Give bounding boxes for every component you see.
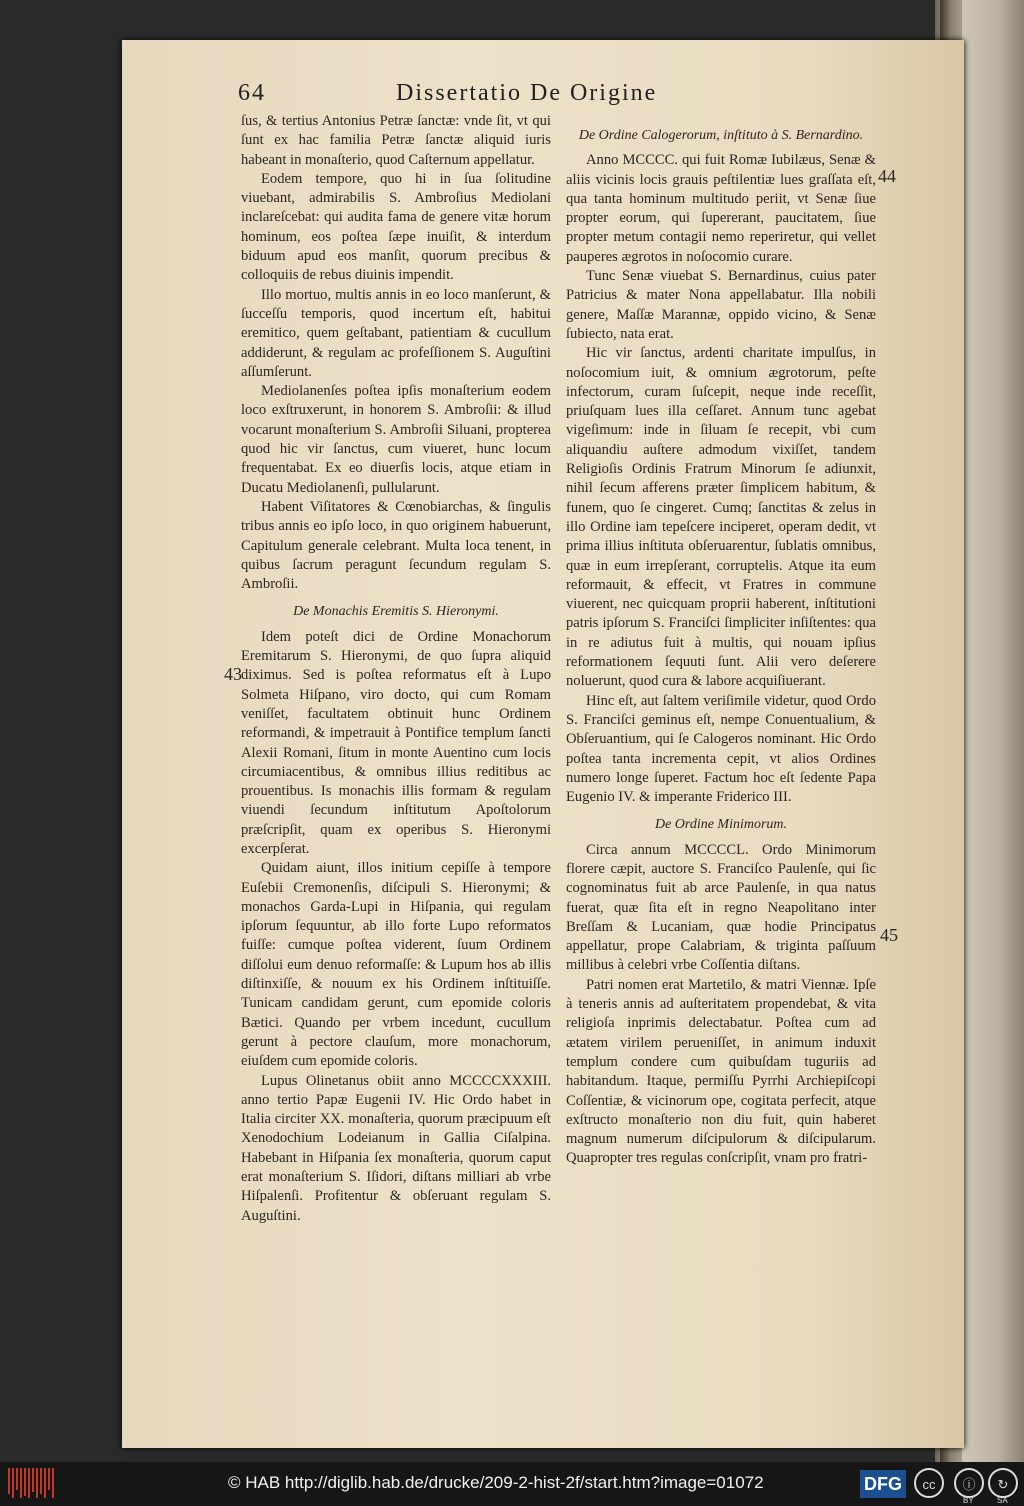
page-number: 64 bbox=[238, 80, 266, 106]
dfg-logo[interactable]: DFG bbox=[860, 1470, 906, 1498]
margin-number-left: 43 bbox=[224, 664, 242, 684]
cc-license-icon[interactable]: cc bbox=[914, 1468, 944, 1498]
text-paragraph: Quidam aiunt, illos initium cepiſſe à tempore Euſebii Cremonenſis, diſcipuli S. Hieronymi; & monachos Garda-Lupi in Hiſpania, qui regulam ipſorum ſequuntur, ab illo forte Lupo reformatos fuiſſe: cumque poſtea viderent, ſuum Ordinem diſſolui eum denuo reformaſſe: & Lupum hos ab illis diſtinxiſſe, & nouum ex his Ordinem inſtituiſſe. Tunicam candidam gerunt, cum epomide coloris Bætici. Quando per vrbem incedunt, cucullum gerunt à pectore clauſum, more monachorum, eiuſdem cum epomide coloris. bbox=[241, 860, 551, 1070]
sa-label: SA bbox=[997, 1496, 1008, 1505]
section-heading: De Ordine Calogerorum, inſtituto à S. Bernardino. bbox=[578, 128, 864, 143]
right-column bbox=[566, 118, 876, 1169]
section-heading: De Monachis Eremitis S. Hieronymi. bbox=[293, 604, 499, 620]
section-heading: De Ordine Minimorum. bbox=[654, 817, 788, 833]
text-paragraph: Eodem tempore, quo hi in ſua ſolitudine viuebant, admirabilis S. Ambroſius Mediolani inclareſcebat: qui audita fama de genere vitæ horum hominum, eos poſtea ſæpe inuiſit, & interdum biduum apud eos manſit, quorum precibus & colloquiis de rebus diuinis impendit. bbox=[241, 170, 551, 284]
library-logo-icon bbox=[8, 1468, 54, 1498]
by-license-icon[interactable]: ⓘ bbox=[954, 1468, 984, 1498]
text-paragraph: ſus, & tertius Antonius Petræ ſanctæ: vnde ſit, vt qui ſunt ex hac familia Petræ ſanctæ aliquid iuris habeant in monaſterio, quod Caſternum appellatur. bbox=[241, 113, 551, 168]
margin-number-right-bottom: 45 bbox=[880, 925, 898, 945]
text-paragraph: Illo mortuo, multis annis in eo loco manſerunt, & ſucceſſu temporis, quod incertum eſt, habitui eremitico, quem geſtabant, patientiam & cucullum addiderunt, & regulam ac profeſſionem S. Auguſtini aſſumſerunt. bbox=[241, 286, 551, 380]
text-paragraph: Circa annum MCCCCL. Ordo Minimorum florere cæpit, auctore S. Franciſco Paulenſe, qui ſic cognominatus fuit ab arce Paulenſe, in qua natus fuerat, quæ ſita eſt in regno Neapolitano inter Breſſam & Lucaniam, quæ hodie Principatus appellatur, prope Calabriam, & triginta paſſuum millibus à celebri vrbe Coſſentia diſtans. bbox=[566, 841, 876, 974]
text-paragraph: Hic vir ſanctus, ardenti charitate impulſus, in noſocomium iuit, & omnium ægrotorum, peſte infectorum, curam ſuſcepit, neque inde receſſit, priuſquam lues illa ceſſaret. Annum tunc agebat vigeſimum: inde in ſiluam ſe recepit, vbi cum aliquandiu auſtere admodum vixiſſet, tandem Religioſis Ordinis Fratrum Minorum ſe adiunxit, nihil ſecum afferens præter ſimplicem habitum, & funem, quo ſe cingeret. Cumq; ſanctitas & zelus in illo Ordine iam tepeſcere inciperet, operam dedit, vt prima illius inſtituta obſeruarentur, ſublatis omnibus, quæ in eum irrepſerant, corruptelis. Atque ita eum reformauit, & effecit, vt Fratres in commune viuerent, nec quicquam proprii haberent, inſtitutioni patris ipſorum S. Franciſci ſimpliciter inſiſtentes: qua in re adiutus fuit à multis, qui nouam ipſius reformationem ſequuti ſunt. Alii vero deſerere noluerunt, quod cura & labore acquiſiuerant. bbox=[566, 345, 876, 690]
viewer-footer bbox=[0, 1462, 1024, 1506]
copyright-link[interactable]: © HAB http://diglib.hab.de/drucke/209-2-hist-2f/start.htm?image=01072 bbox=[228, 1473, 764, 1492]
margin-number-right-top: 44 bbox=[878, 166, 896, 186]
text-paragraph: Tunc Senæ viuebat S. Bernardinus, cuius pater Patricius & mater Nona appellabatur. Illa nobili genere, Maſſæ Marannæ, oppido vicino, & Senæ ſubiecto, nata erat. bbox=[566, 268, 876, 342]
text-paragraph: Anno MCCCC. qui fuit Romæ Iubilæus, Senæ & aliis vicinis locis grauis peſtilentiæ lues graſſata eſt, qua tanta hominum multitudo periit, vt Senæ ſiue propter eorum, qui ſupererant, paucitatem, ſiue propter metum contagii nemo reperiretur, qui vellet pauperes ægrotos in noſocomio curare. bbox=[566, 152, 876, 265]
text-paragraph: Mediolanenſes poſtea ipſis monaſterium eodem loco exſtruxerunt, in honorem S. Ambroſii: & illud vocarunt monaſterium S. Ambroſii Siluani, propterea quod hic vir ſanctus, cum viueret, hunc locum frequentabat. Ex eo diuerſis locis, atque etiam in Ducatu Mediolanenſi, pullularunt. bbox=[241, 383, 551, 496]
text-paragraph: Lupus Olinetanus obiit anno MCCCCXXXIII. anno tertio Papæ Eugenii IV. Hic Ordo habet in Italia circiter XX. monaſteria, quorum præcipuum eſt Xenodochium Lodeianum in Gallia Ciſalpina. Habebant in Hiſpania ſex monaſteria, quorum caput erat monaſterium S. Iſidori, diſtans milliari ab vrbe Hiſpalenſi. Profitentur & obſeruant regulam S. Auguſtini. bbox=[241, 1072, 551, 1224]
running-header bbox=[238, 80, 738, 110]
left-column bbox=[241, 112, 551, 1226]
text-paragraph: Patri nomen erat Martetilo, & matri Viennæ. Ipſe à teneris annis ad auſteritatem propendebat, & vita religioſa inprimis delectabatur. Poſtea cum ad ætatem virilem perueniſſet, in animum induxit templum condere cum quibuſdam tuguriis ad habitandum. Itaque, permiſſu Pyrrhi Archiepiſcopi Coſſentiæ, & vicinorum ope, cogitata perfecit, atque exſtructo monaſterio non diu fuit, quin haberet magnum numerum diſcipulorum & diſcipularum. Quapropter tres regulas conſcripſit, vnam pro fratri- bbox=[566, 976, 876, 1167]
text-paragraph: Habent Viſitatores & Cœnobiarchas, & ſingulis tribus annis eo ipſo loco, in quo originem habuerunt, Capitulum generale celebrant. Multa loca tenent, in quibus ſacrum peragunt ſecundum regulam S. Ambroſii. bbox=[241, 498, 551, 593]
sa-license-icon[interactable]: ↻ bbox=[988, 1468, 1018, 1498]
by-label: BY bbox=[963, 1496, 974, 1505]
running-title: Dissertatio De Origine bbox=[396, 80, 658, 106]
text-paragraph: Hinc eſt, aut ſaltem veriſimile videtur, quod Ordo S. Franciſci geminus eſt, nempe Conuentualium, & Obſeruantium, qui ſe Calogeros nominant. Hic Ordo poſtea tanta incrementa cepit, vt alios Ordines numero longe ſuperet. Factum hoc eſt ſedente Papa Eugenio IV. & imperante Friderico III. bbox=[566, 692, 876, 806]
text-paragraph: Idem poteſt dici de Ordine Monachorum Eremitarum S. Hieronymi, de quo ſupra aliquid diximus. Sed is poſtea reformatus eſt à Lupo Solmeta Hiſpano, viro docto, qui cum Romam veniſſet, facultatem obtinuit hunc Ordinem reformandi, & impetrauit à Pontifice templum ſancti Alexii Romani, ſitum in monte Auentino cum locis circumiacentibus, & omnibus illius reditibus ac prouentibus. Is monachis illis formam & regulam viuendi ſecundum inſtitutum Apoſtolorum præſcripſit, quam ex operibus S. Hieronymi excerpſerat. bbox=[241, 628, 551, 857]
